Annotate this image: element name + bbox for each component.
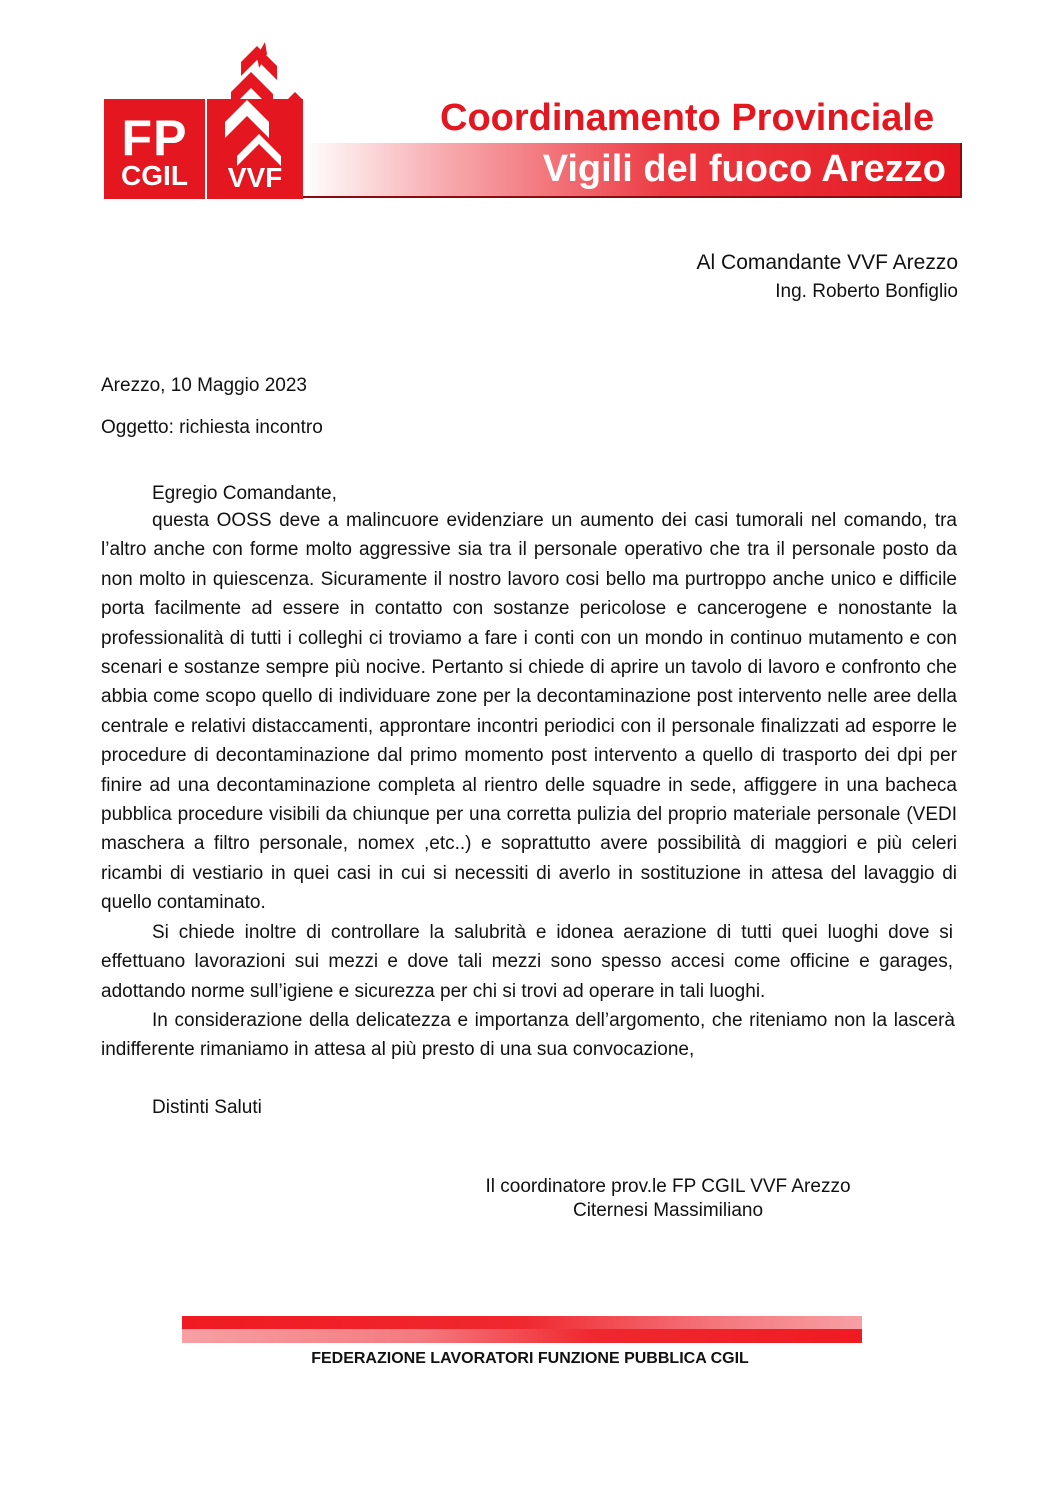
fp-cgil-logo [104, 99, 205, 199]
footer-text: FEDERAZIONE LAVORATORI FUNZIONE PUBBLICA CGIL [311, 1350, 749, 1367]
footer-stripe-top [182, 1316, 862, 1329]
logo-cgil-text: CGIL [121, 160, 188, 191]
body-paragraph: In considerazione della delicatezza e importanza dell’argomento, che riteniamo non la lascerà indifferente rimaniamo in attesa al più presto di una sua convocazione, [101, 1009, 955, 1061]
letter-date: Arezzo, 10 Maggio 2023 [101, 375, 307, 396]
signer-role: Il coordinatore prov.le FP CGIL VVF Arezzo [485, 1176, 851, 1197]
closing: Distinti Saluti [152, 1097, 262, 1118]
body-paragraph: questa OOSS deve a malincuore evidenziare un aumento dei casi tumorali nel comando, tra l’altro anche con forme molto aggressive sia tra il personale operativo che tra il personale posto da non molto in quiescenza. Sicuramente il nostro lavoro cosi bello ma purtroppo anche unico e difficile porta facilmente ad essere in contatto con sostanze pericolose e cancerogene e nonostante la professionalità di tutti i colleghi ci troviamo a fare i conti con un mondo in continuo mutamento e con scenari e sostanze sempre più nocive. Pertanto si chiede di aprire un tavolo di lavoro e confronto che abbia come scopo quello di individuare zone per la decontaminazione post intervento nelle aree della centrale e relativi distaccamenti, approntare incontri periodici con il personale finalizzati ad esporre le procedure di decontaminazione dal primo momento post intervento a quello di trasporto dei dpi per finire ad una decontaminazione completa al rientro delle squadre in sede, affiggere in una bacheca pubblica procedure visibili da chiunque per una corretta pulizia del proprio materiale personale (VEDI maschera a filtro personale, nomex ,etc..) e soprattutto avere possibilità di maggiori e più celeri ricambi di vestiario in quei casi in cui si necessiti di averlo in sostituzione in attesa del lavaggio di quello contaminato. [101, 510, 957, 914]
footer-stripe-bottom [182, 1329, 862, 1343]
letter-subject: Oggetto: richiesta incontro [101, 417, 323, 438]
logo-fp-text: FP [121, 110, 188, 166]
signature-block [462, 1175, 874, 1223]
logo-vvf-text: VVF [227, 162, 283, 193]
recipient-line-2: Ing. Roberto Bonfiglio [775, 281, 958, 302]
vvf-flame-logo [207, 40, 303, 199]
signer-name: Citernesi Massimiliano [572, 1200, 764, 1221]
body-paragraph: Si chiede inoltre di controllare la salubrità e idonea aerazione di tutti quei luoghi dove si effettuano lavorazioni sui mezzi e dove tali mezzi sono spesso accesi come officine e garages, adottando norme sull’igiene e sicurezza per chi si trovi ad operare in tali luoghi. [101, 921, 953, 1002]
header-subtitle: Vigili del fuoco Arezzo [542, 148, 946, 190]
salutation: Egregio Comandante, [152, 483, 337, 504]
recipient-line-1: Al Comandante VVF Arezzo [696, 251, 958, 274]
header-title: Coordinamento Provinciale [440, 97, 935, 139]
letter-body [101, 506, 957, 1065]
header-banner [303, 143, 962, 198]
